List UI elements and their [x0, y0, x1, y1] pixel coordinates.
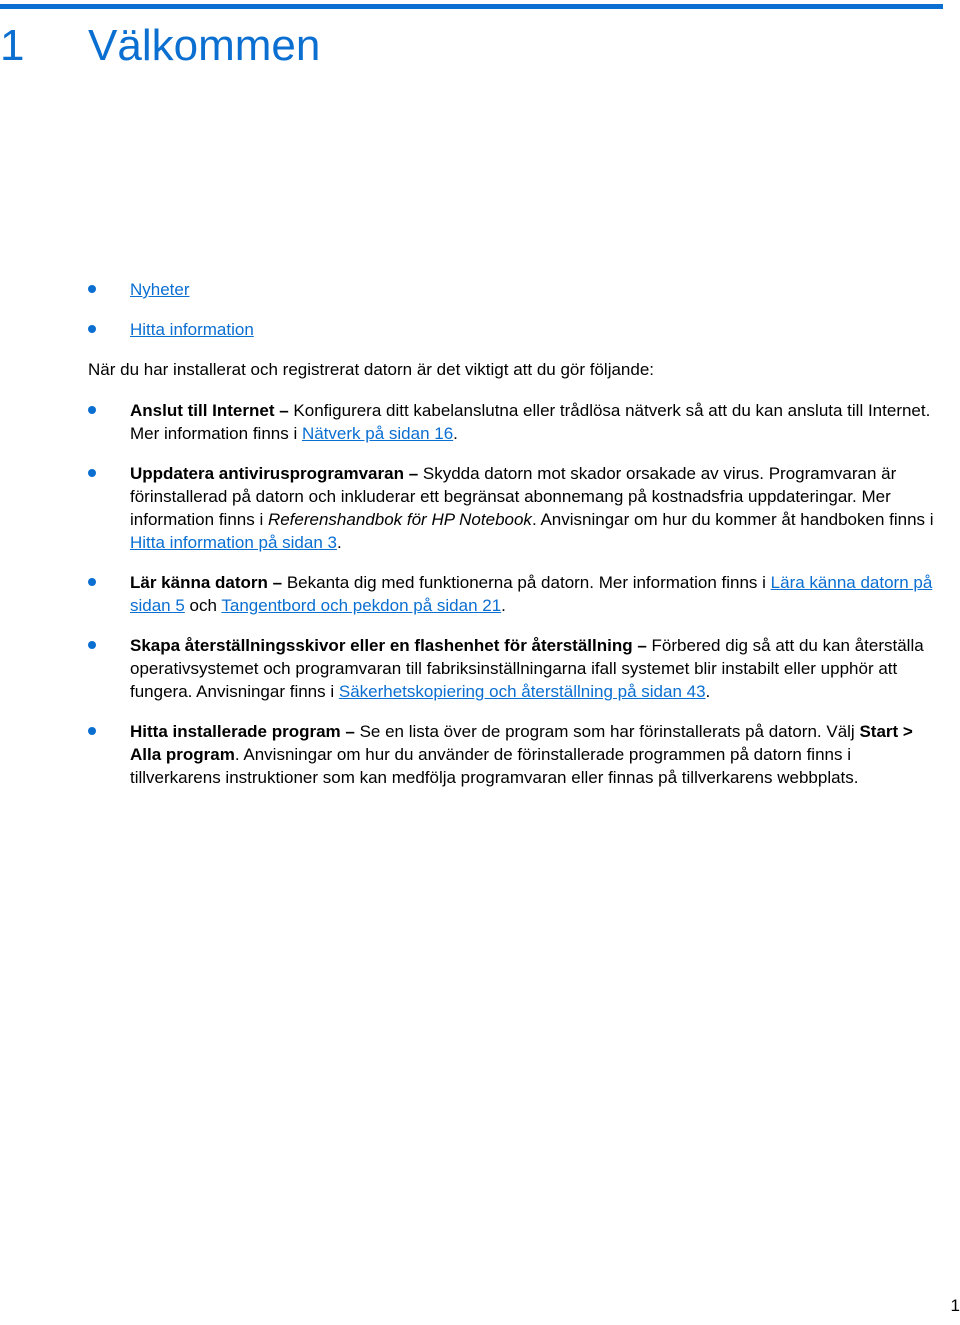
task-list	[0, 399, 960, 806]
list-item	[0, 399, 960, 445]
task-title: Uppdatera antivirusprogramvaran	[130, 464, 404, 483]
link-natverk[interactable]: Nätverk på sidan 16	[301, 424, 454, 443]
task-title: Anslut till Internet	[130, 401, 275, 420]
bullet-icon	[88, 406, 96, 414]
task-title: Skapa återställningsskivor eller en flashenhet för återställning	[130, 636, 633, 655]
task-text: Skydda datorn mot skador orsakade av virus. Programvaran är förinstallerad på datorn och inkluderar ett begränsat abonnemang på kostnadsfria uppdateringar. Mer information finns i	[130, 464, 897, 529]
chapter-number: 1	[0, 21, 25, 70]
task-internet	[130, 399, 945, 445]
task-program	[130, 720, 945, 789]
task-dash: –	[403, 464, 423, 483]
task-lar-kanna	[130, 571, 945, 617]
menu-path: Start > Alla program	[130, 722, 913, 764]
task-text: .	[336, 533, 342, 552]
list-item	[0, 318, 960, 358]
list-item	[0, 720, 960, 789]
task-dash: –	[267, 573, 287, 592]
handbook-title: Referenshandbok för HP Notebook	[267, 510, 532, 529]
task-text: . Anvisningar om hur du kommer åt handboken finns i	[531, 510, 934, 529]
task-dash: –	[274, 401, 294, 420]
task-dash: –	[340, 722, 360, 741]
bullet-icon	[88, 325, 96, 333]
link-lara-kanna[interactable]: Lära känna datorn på sidan 5	[130, 573, 933, 615]
bullet-icon	[88, 285, 96, 293]
task-text: Konfigurera ditt kabelanslutna eller trådlösa nätverk så att du kan ansluta till Internet. Mer information finns i	[130, 401, 931, 443]
link-sakerhetskopiering[interactable]: Säkerhetskopiering och återställning på sidan 43	[338, 682, 706, 701]
list-item	[0, 571, 960, 617]
link-tangentbord[interactable]: Tangentbord och pekdon på sidan 21	[221, 596, 502, 615]
bullet-icon	[88, 578, 96, 586]
chapter-title-text: Välkommen	[88, 21, 321, 70]
task-text: och	[184, 596, 222, 615]
page-number: 1	[950, 1296, 960, 1315]
task-text: . Anvisningar om hur du använder de förinstallerade programmen på datorn finns i tillverkarens instruktioner som kan medfölja programvaran eller finnas på tillverkarens webbplats.	[130, 745, 859, 787]
bullet-icon	[88, 469, 96, 477]
task-text: .	[453, 424, 458, 443]
task-text: .	[501, 596, 506, 615]
toc-link-hitta-information[interactable]: Hitta information	[130, 320, 254, 339]
toc-link-nyheter[interactable]: Nyheter	[130, 280, 190, 299]
task-text: Förbered dig så att du kan återställa operativsystemet och programvaran till fabriksinställningarna ifall systemet blir instabilt eller upphör att fungera. Anvisningar finns i	[130, 636, 924, 701]
intro-paragraph: När du har installerat och registrerat datorn är det viktigt att du gör följande:	[88, 360, 655, 379]
header-rule	[0, 4, 943, 9]
task-text: .	[705, 682, 711, 701]
task-text: Se en lista över de program som har förinstallerats på datorn. Välj	[359, 722, 860, 741]
list-item	[0, 462, 960, 554]
link-hitta-information[interactable]: Hitta information på sidan 3	[130, 533, 337, 552]
chapter-contents-list	[0, 278, 960, 358]
task-title: Lär känna datorn	[130, 573, 268, 592]
list-item	[0, 278, 960, 318]
bullet-icon	[88, 727, 96, 735]
task-dash: –	[632, 636, 652, 655]
list-item	[0, 634, 960, 703]
task-text: Bekanta dig med funktionerna på datorn. Mer information finns i	[286, 573, 771, 592]
task-title: Hitta installerade program	[130, 722, 341, 741]
chapter-title	[0, 20, 320, 72]
task-aterstallning	[130, 634, 945, 703]
task-antivirus	[130, 462, 945, 554]
bullet-icon	[88, 641, 96, 649]
